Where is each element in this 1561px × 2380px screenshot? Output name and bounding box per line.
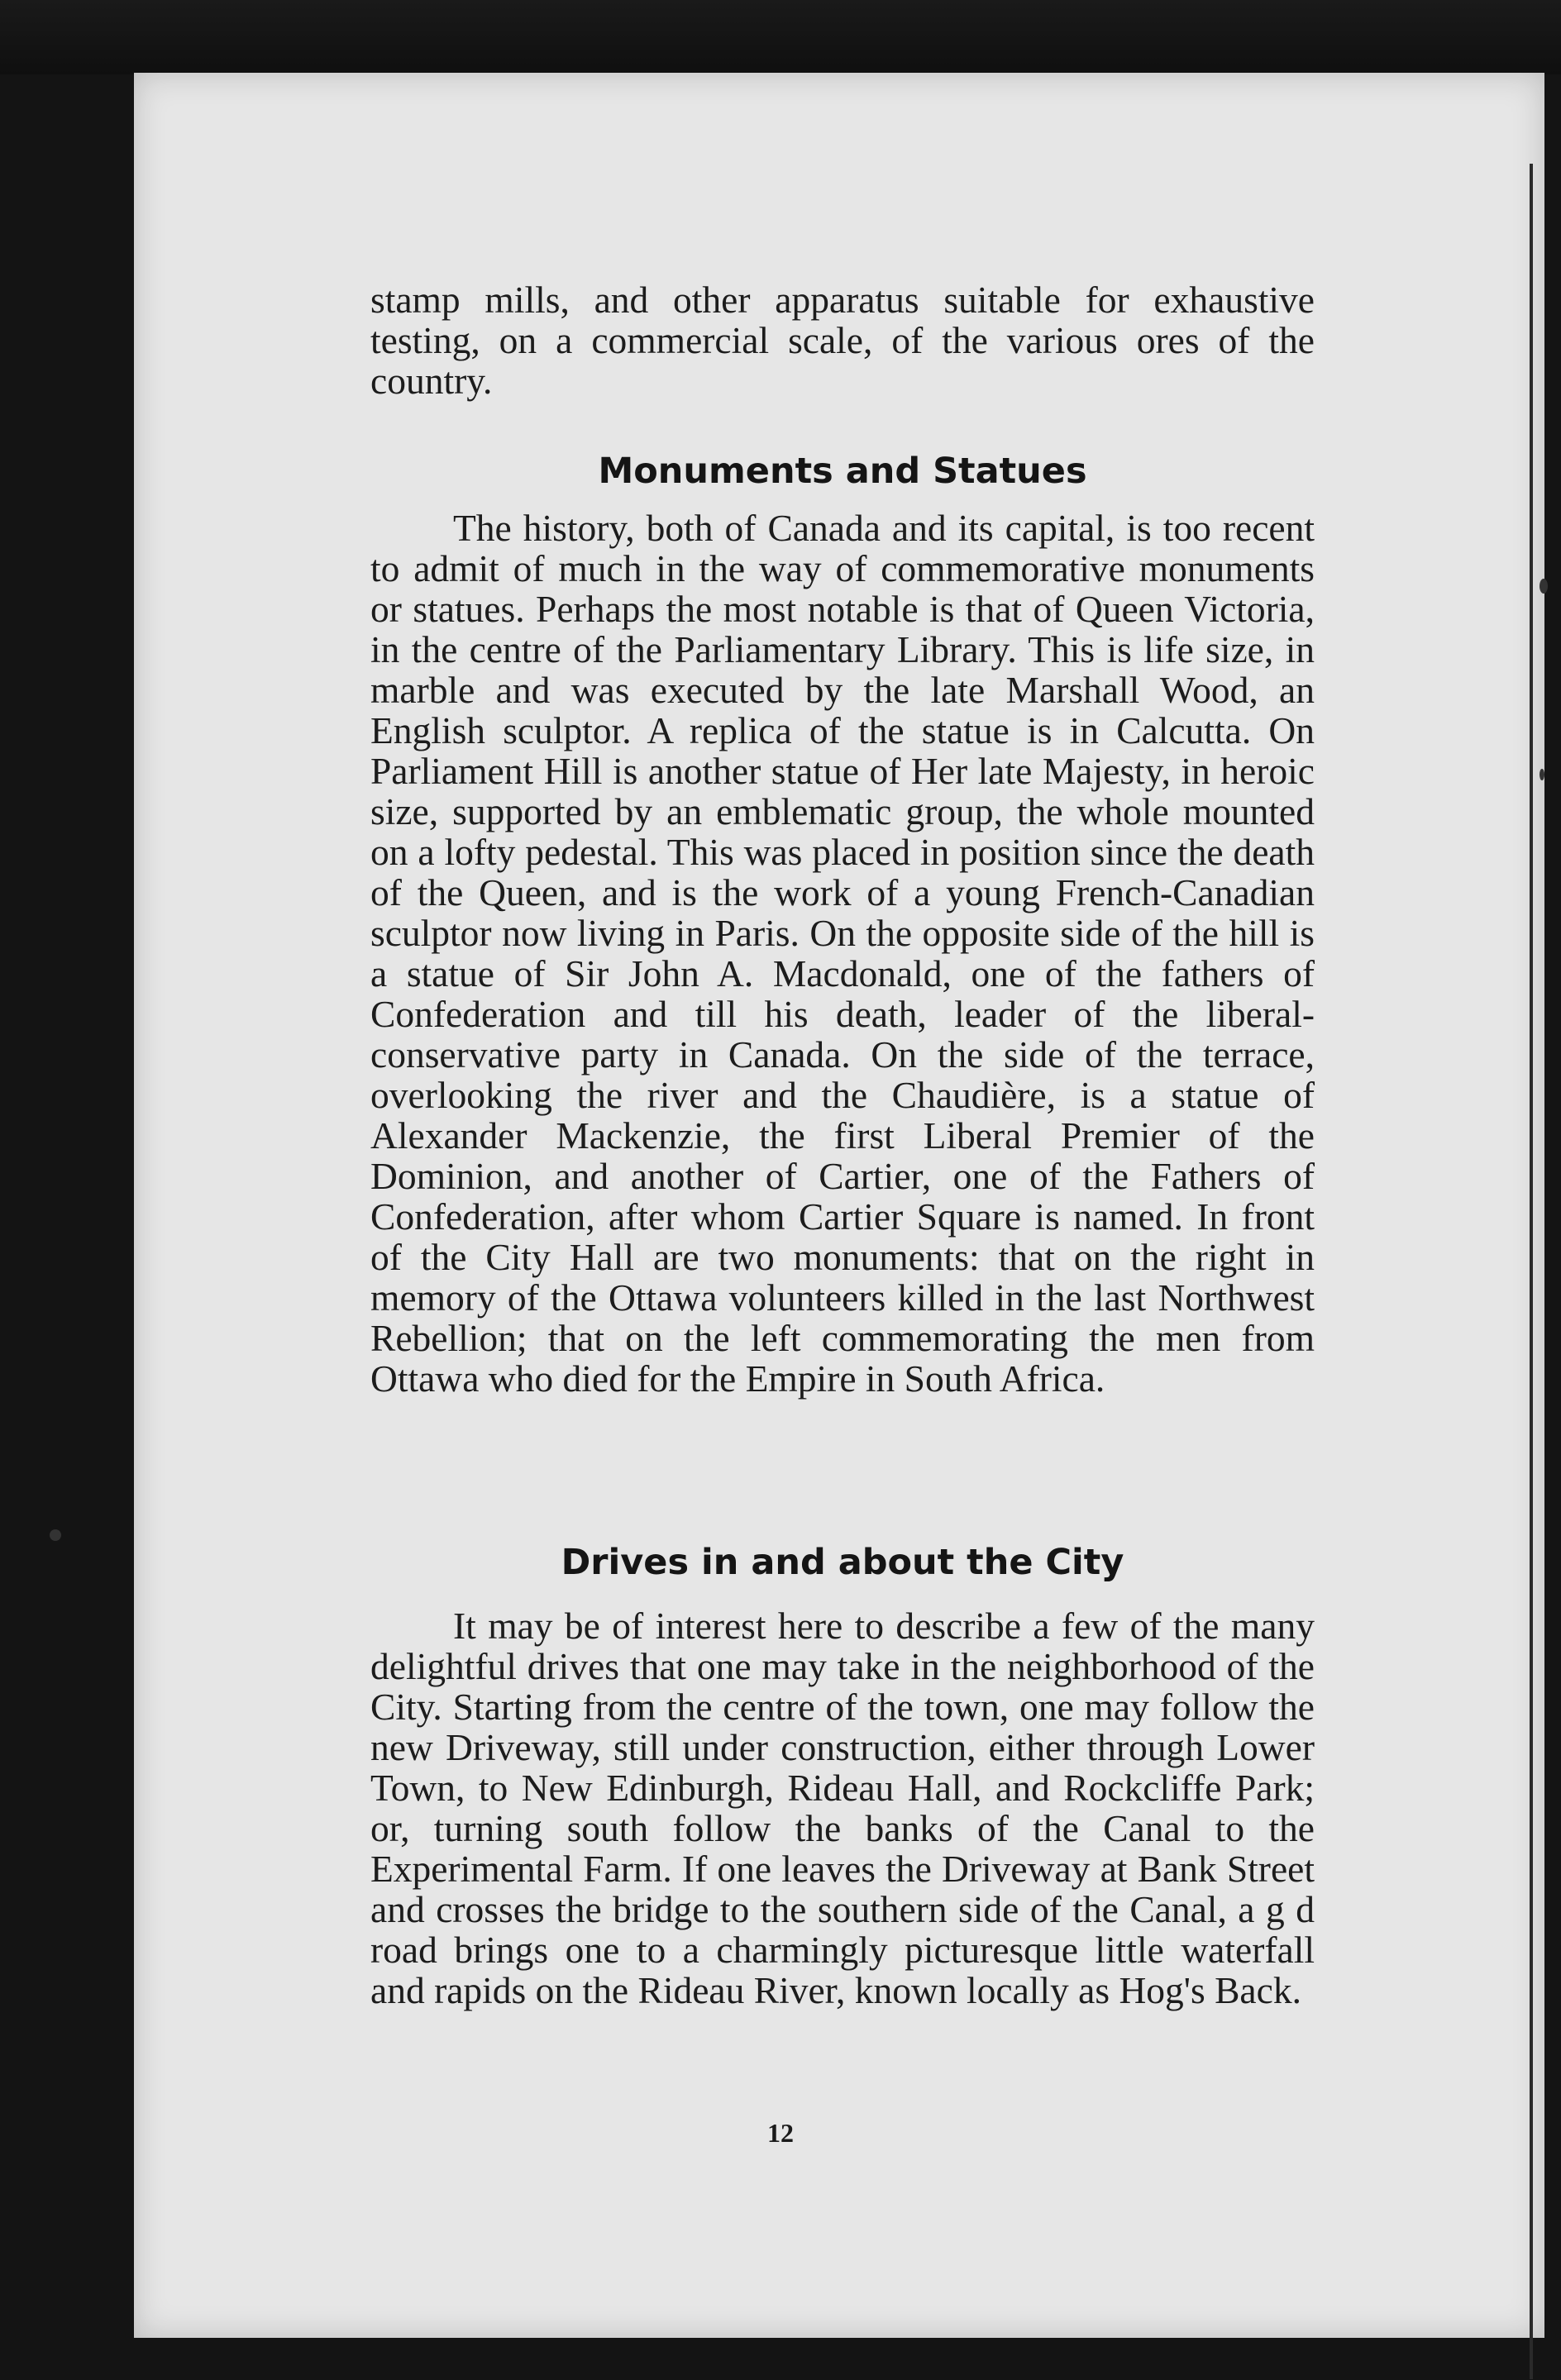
- page-number: 12: [767, 2118, 794, 2148]
- scan-speck: [1540, 579, 1548, 594]
- paragraph-drives: It may be of interest here to describe a few of the many delightful drives that one may take in the neighborhood of the City. Starting from the centre of the town, one may follow the new Driveway, still under construction, either through Lower Town, to New Edinburgh, Rideau Hall, and Rockcliffe Park; or, turning south follow the banks of the Canal to the Experimental Farm. If one leaves the Driveway at Bank Street and crosses the bridge to the southern side of the Canal, a g d road brings one to a charmingly picturesque little waterfall and rapids on the Rideau River, known locally as Hog's Back.: [370, 1605, 1315, 2011]
- paragraph-monuments: The history, both of Canada and its capital, is too recent to admit of much in the way of commemorative monuments or statues. Perhaps the most notable is that of Queen Victoria, in the centre of the Parliamentary Library. This is life size, in marble and was executed by the late Marshall Wood, an English sculptor. A replica of the statue is in Calcutta. On Parliament Hill is another statue of Her late Majesty, in heroic size, supported by an emblematic group, the whole mounted on a lofty pedestal. This was placed in position since the death of the Queen, and is the work of a young French-Canadian sculptor now living in Paris. On the opposite side of the hill is a statue of Sir John A. Macdonald, one of the fathers of Confederation and till his death, leader of the liberal-conservative party in Canada. On the side of the terrace, overlooking the river and the Chaudière, is a statue of Alexander Mackenzie, the first Liberal Premier of the Dominion, and another of Cartier, one of the Fathers of Confederation, after whom Cartier Square is named. In front of the City Hall are two monuments: that on the right in memory of the Ottawa volunteers killed in the last Northwest Rebellion; that on the left commemorating the men from Ottawa who died for the Empire in South Africa.: [370, 507, 1315, 1400]
- scan-speck: [1540, 769, 1544, 780]
- scan-speck: [50, 1529, 61, 1541]
- heading-monuments: Monuments and Statues: [598, 451, 1087, 492]
- page-edge-shadow: [1530, 164, 1533, 2379]
- heading-drives: Drives in and about the City: [561, 1542, 1124, 1583]
- scan-background: [0, 0, 1561, 74]
- paragraph-stamp-mills: stamp mills, and other apparatus suitable for exhaustive testing, on a commercial scale, of the various ores of the country.: [370, 279, 1315, 402]
